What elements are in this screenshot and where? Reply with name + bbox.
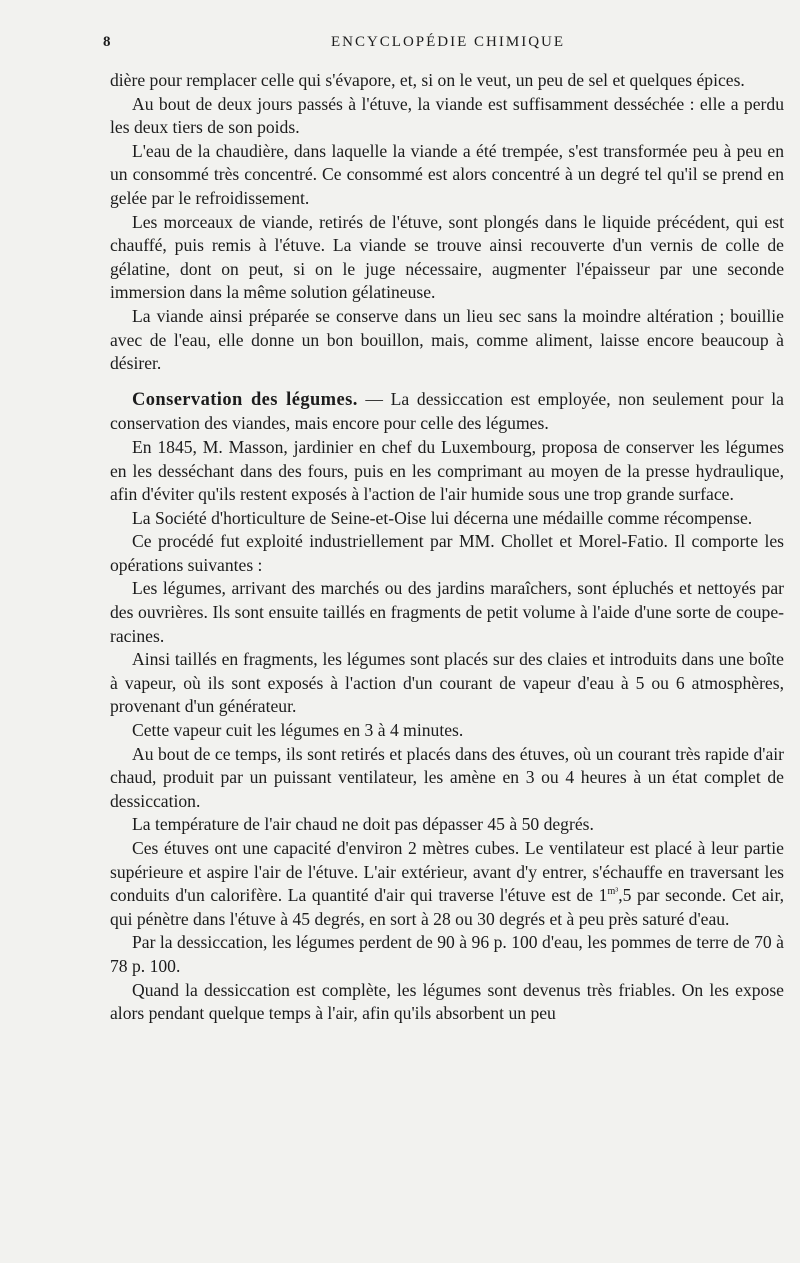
paragraph: La viande ainsi préparée se conserve dans un lieu sec sans la moindre altération ; bouillie avec de l'eau, elle donne un bon bouillon, mais, comme aliment, laisse encore beaucoup à désirer. [110,305,784,374]
paragraph: Par la dessiccation, les légumes perdent de 90 à 96 p. 100 d'eau, les pommes de terre de 70 à 78 p. 100. [110,932,784,976]
air-text-before: Ces étuves ont une capacité d'environ 2 mètres cubes. Le ventilateur est placé à leur partie supérieure et aspire l'air de l'étuve. L'air extérieur, avant d'y entrer, s'échauffe en traversant les conduits d'un calorifère. La quantité d'air qui traverse l'étuve est de 1 [110,838,784,906]
page-body [110,69,784,1026]
paragraph: Au bout de deux jours passés à l'étuve, la viande est suffisamment desséchée : elle a perdu les deux tiers de son poids. [110,93,784,138]
section-paragraph [110,388,784,436]
paragraph: Ainsi taillés en fragments, les légumes sont placés sur des claies et introduits dans une boîte à vapeur, où ils sont exposés à l'action d'un courant de vapeur d'eau à 5 ou 6 atmosphères, provenant d'un générateur. [110,649,784,717]
paragraph: L'eau de la chaudière, dans laquelle la viande a été trempée, s'est transformée peu à peu en un consommé très concentré. Ce consommé est alors concentré à un degré tel qu'il se prend en gelée par le refroidissement. [110,140,784,208]
section-title: Conservation des légumes. [132,389,358,410]
air-text-after: ,5 par seconde. Cet air, qui pénètre dans l'étuve à 45 degrés, en sort à 28 ou 30 degrés et à peu près saturé d'eau. [110,885,784,929]
paragraph: En 1845, M. Masson, jardinier en chef du Luxembourg, proposa de conserver les légumes en les desséchant dans des fours, puis en les comprimant au moyen de la presse hydraulique, afin d'éviter qu'ils restent exposés à l'action de l'air humide sous une trop grande surface. [110,436,784,505]
page-number: 8 [103,34,111,50]
paragraph: La Société d'horticulture de Seine-et-Oise lui décerna une médaille comme récompense. [132,507,753,528]
paragraph: Les légumes, arrivant des marchés ou des jardins maraîchers, sont épluchés et nettoyés par des ouvrières. Ils sont ensuite taillés en fragments de petit volume à l'aide d'une sorte de coupe-racines. [110,578,784,646]
running-title: ENCYCLOPÉDIE CHIMIQUE [330,34,566,50]
paragraph: Cette vapeur cuit les légumes en 3 à 4 minutes. [132,720,464,741]
paragraph: Ce procédé fut exploité industriellement par MM. Chollet et Morel-Fatio. Il comporte les opérations suivantes : [110,531,784,575]
paragraph: La température de l'air chaud ne doit pas dépasser 45 à 50 degrés. [132,814,594,835]
section-intro: — La dessiccation est employée, non seulement pour la conservation des viandes, mais encore pour celle des légumes. [110,388,784,434]
paragraph: Quand la dessiccation est complète, les légumes sont devenus très friables. On les expose alors pendant quelque temps à l'air, afin qu'ils absorbent un peu [110,979,784,1024]
running-head [103,34,793,54]
paragraph: Au bout de ce temps, ils sont retirés et placés dans des étuves, où un courant très rapide d'air chaud, produit par un puissant ventilateur, les amène en 3 ou 4 heures à un état complet de dessiccation. [110,743,784,811]
paragraph: Les morceaux de viande, retirés de l'étuve, sont plongés dans le liquide précédent, qui est chauffé, puis remis à l'étuve. La viande se trouve ainsi recouverte d'un vernis de colle de gélatine, dont on peut, si on le juge nécessaire, augmenter l'épaisseur par une seconde immersion dans la même solution gélatineuse. [110,211,784,303]
paragraph [110,837,784,931]
unit-superscript: m³ [607,886,619,898]
paragraph: dière pour remplacer celle qui s'évapore, et, si on le veut, un peu de sel et quelques épices. [110,70,745,90]
